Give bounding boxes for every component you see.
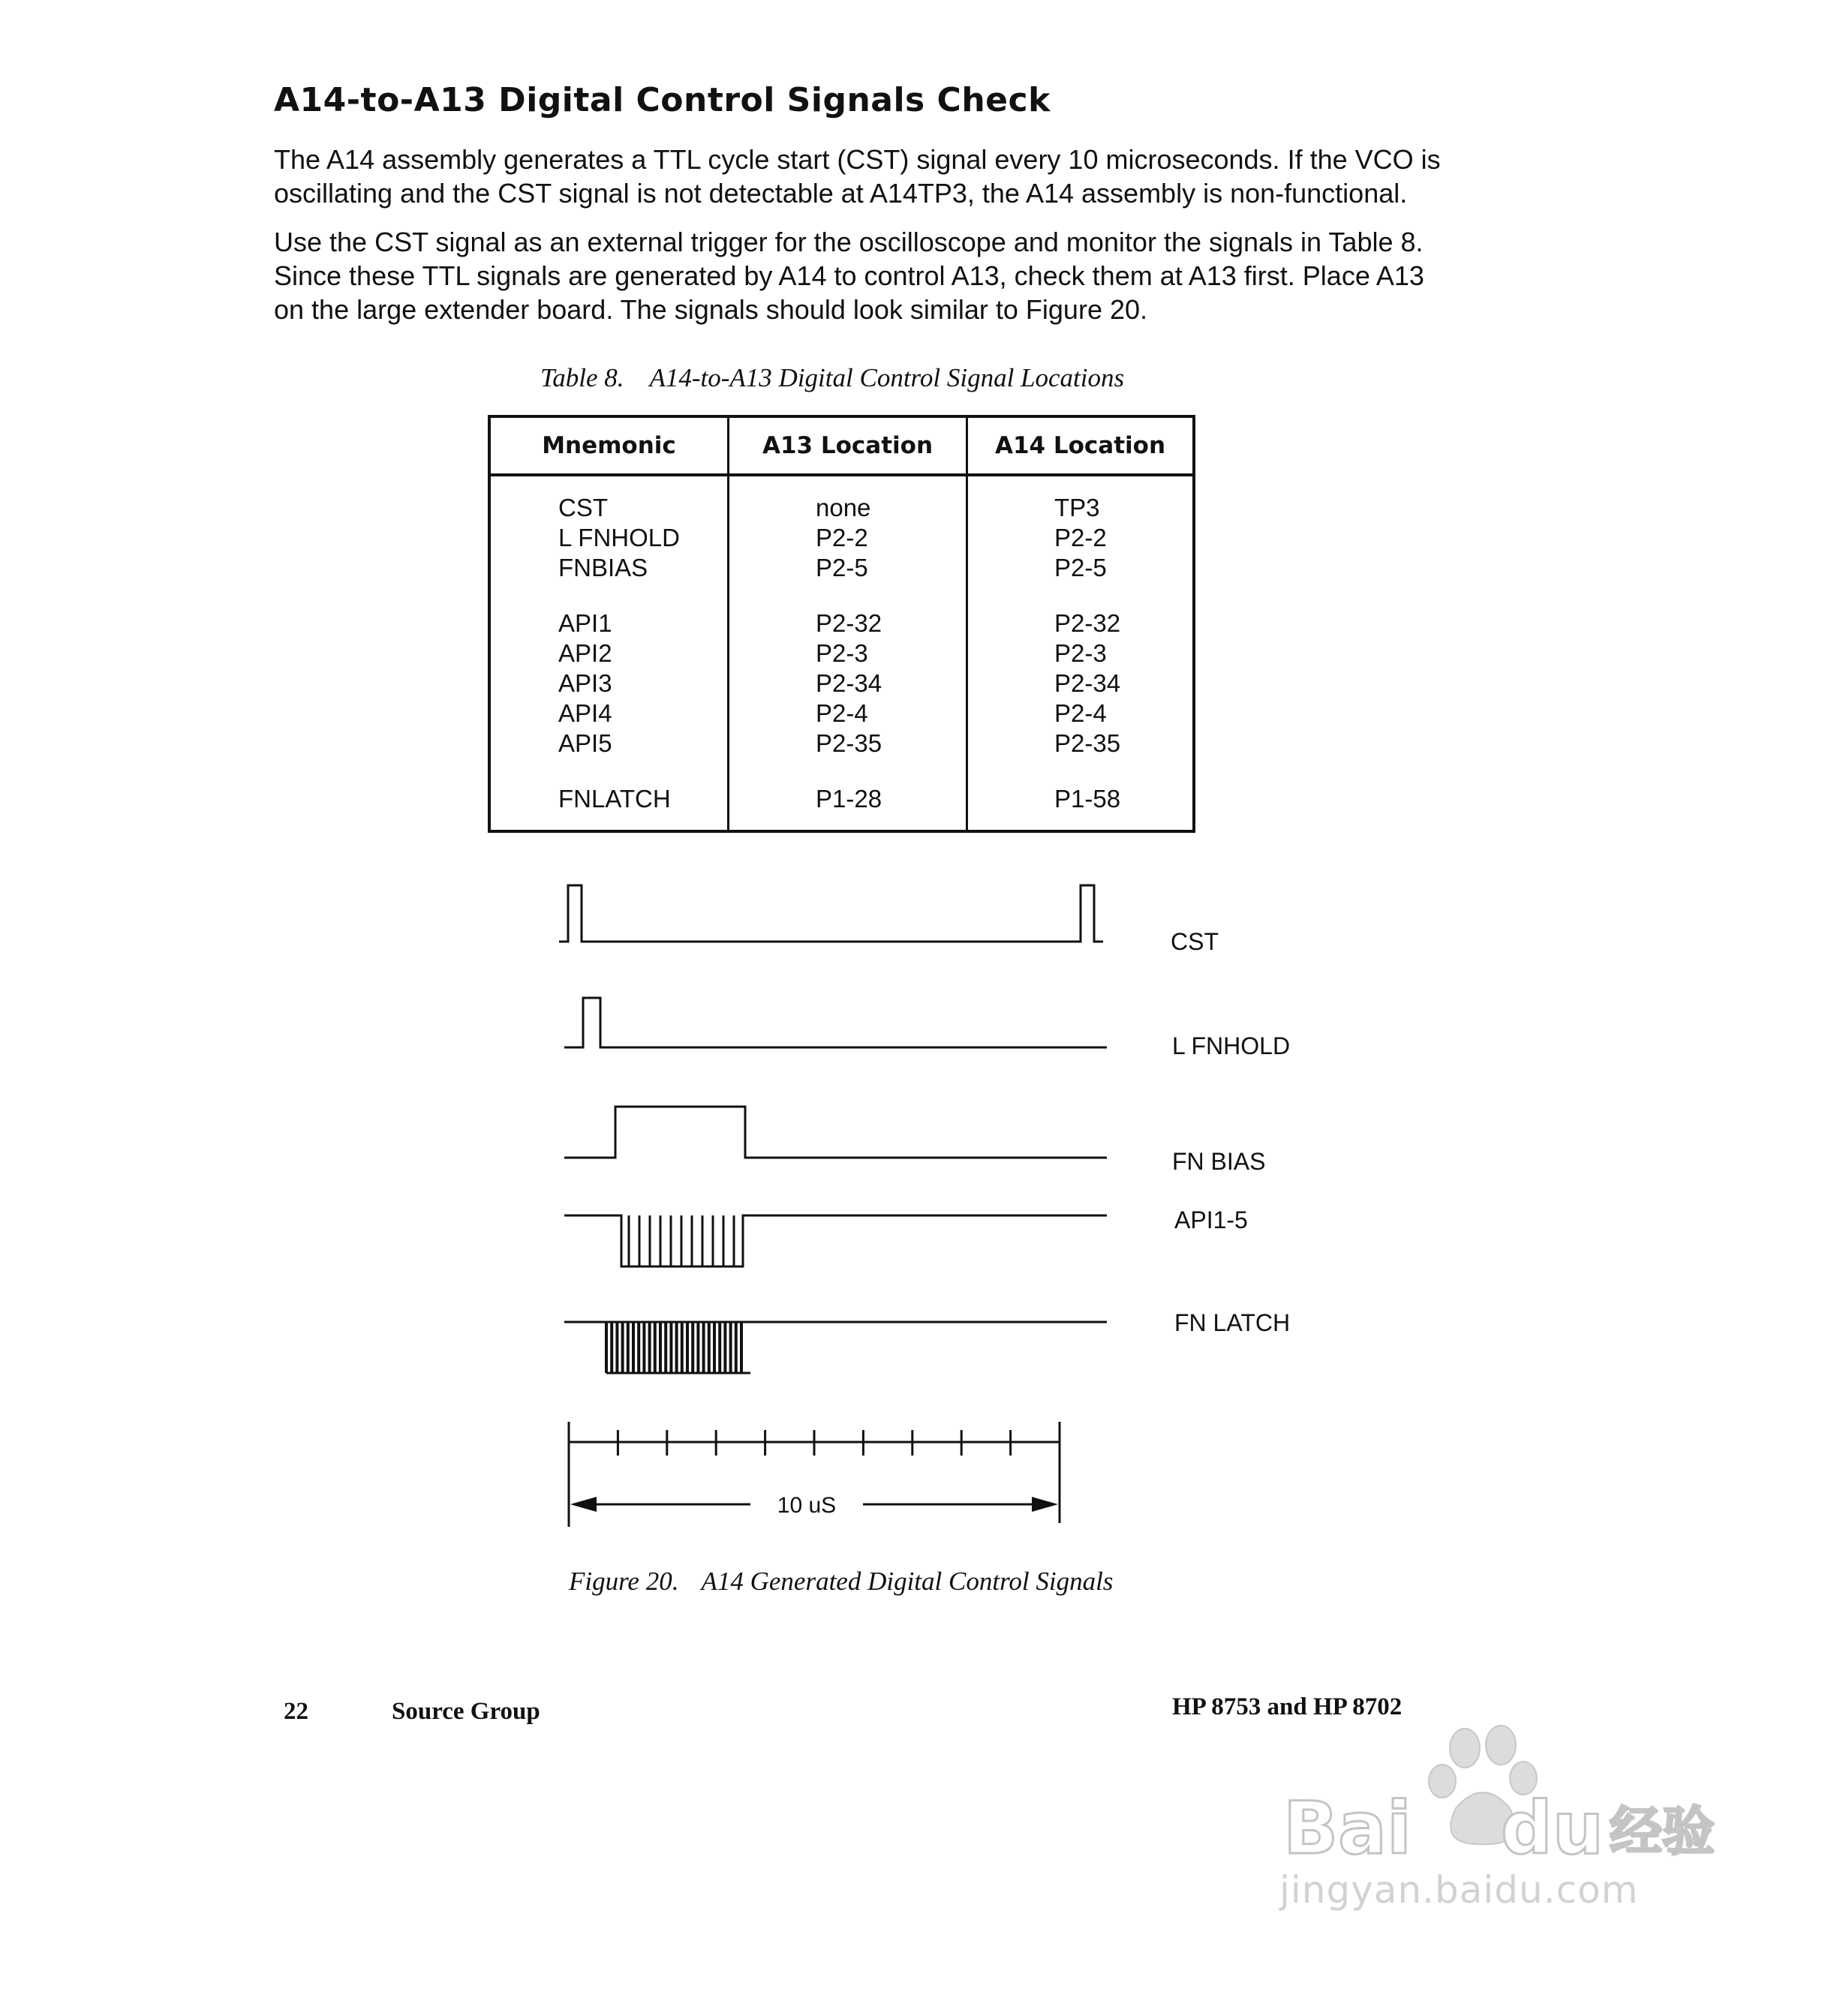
footer-page-number: 22: [284, 1698, 308, 1725]
table-cell-a14: P2-32: [1054, 609, 1121, 637]
table-body-row: [489, 475, 1194, 831]
table-cell-mnemonic: CST: [558, 494, 608, 521]
table-cell-a13: P2-5: [816, 554, 868, 581]
svg-text:经验: 经验: [1610, 1801, 1715, 1862]
table-group: [558, 493, 727, 583]
table-cell-a13: P2-4: [816, 699, 868, 727]
paragraph-2: Use the CST signal as an external trigger for the oscilloscope and monitor the signals in Table 8. Since these TTL signals are generated by A14 to control A13, check them at A13 first. Place A13 on the large extender board. The signals should look similar to Figure 20.: [274, 227, 1424, 325]
figure-caption-number: Figure 20.: [569, 1567, 679, 1596]
figure-caption-title: A14 Generated Digital Control Signals: [701, 1567, 1114, 1596]
header-a13-location: A13 Location: [729, 416, 967, 475]
signal-label-cst: CST: [1171, 928, 1219, 955]
scale-label: 10 uS: [777, 1493, 837, 1518]
table-cell-a14: P2-4: [1054, 699, 1107, 727]
table-cell-mnemonic: FNLATCH: [558, 785, 671, 813]
scale-arrow-right-head: [1032, 1497, 1058, 1512]
table-group: [1054, 493, 1192, 583]
table-cell-a13: P2-35: [816, 729, 882, 757]
table-group: [558, 608, 727, 759]
watermark-url: jingyan.baidu.com: [1279, 1868, 1639, 1912]
table-cell-mnemonic: API2: [558, 639, 612, 667]
table-cell-mnemonic: API4: [558, 699, 612, 727]
mnemonic-column: [489, 475, 729, 831]
svg-text:Bai: Bai: [1283, 1786, 1412, 1870]
table-cell-a13: P2-34: [816, 669, 882, 697]
baidu-watermark-logo: [1276, 1718, 1715, 1966]
header-mnemonic: Mnemonic: [489, 416, 729, 475]
footer-section: Source Group: [392, 1698, 540, 1725]
table-cell-a13: P2-32: [816, 609, 882, 637]
a14-column: [967, 475, 1195, 831]
table-cell-a13: P1-28: [816, 785, 882, 813]
signal-label-fnbias: FN BIAS: [1172, 1148, 1266, 1175]
scale-arrow-left-head: [570, 1497, 597, 1512]
table-cell-mnemonic: FNBIAS: [558, 554, 648, 581]
api-waveform: [564, 1215, 1107, 1266]
table-cell-a14: P2-34: [1054, 669, 1121, 697]
table-cell-mnemonic: API1: [558, 609, 612, 637]
section-heading: A14-to-A13 Digital Control Signals Check: [274, 81, 1051, 119]
table-cell-a13: P2-2: [816, 524, 868, 551]
table-cell-a14: P2-35: [1054, 729, 1121, 757]
table-cell-a14: P1-58: [1054, 785, 1121, 813]
table-header-row: [489, 416, 1194, 475]
table-group: [816, 493, 966, 583]
api-pulse-train: [629, 1215, 734, 1266]
table-cell-mnemonic: API5: [558, 729, 612, 757]
table-group: [816, 608, 966, 759]
table-caption-title: A14-to-A13 Digital Control Signal Locations: [649, 363, 1125, 392]
table-group: [816, 784, 966, 814]
header-a14-location: A14 Location: [967, 416, 1195, 475]
table-group: [1054, 608, 1192, 759]
signal-label-lfnhold: L FNHOLD: [1172, 1032, 1291, 1059]
table-cell-a13: P2-3: [816, 639, 868, 667]
signal-label-api: API1-5: [1174, 1206, 1248, 1233]
table-group: [558, 784, 727, 814]
a13-column: [729, 475, 967, 831]
lfnhold-waveform: [564, 998, 1107, 1047]
scale-ticks: [618, 1430, 1010, 1456]
table-caption: [540, 363, 1124, 393]
signal-label-fnlatch: FN LATCH: [1174, 1309, 1291, 1336]
table-cell-a14: P2-5: [1054, 554, 1107, 581]
table-cell-a14: P2-3: [1054, 639, 1107, 667]
svg-text:du: du: [1501, 1786, 1604, 1870]
signal-locations-table: [488, 415, 1195, 833]
table-caption-number: Table 8.: [540, 363, 624, 392]
table-cell-a13: none: [816, 494, 871, 521]
figure-caption: [569, 1567, 1113, 1597]
table-cell-a14: P2-2: [1054, 524, 1107, 551]
paragraph-1: The A14 assembly generates a TTL cycle start (CST) signal every 10 microseconds. If the VCO is oscillating and the CST signal is not detectable at A14TP3, the A14 assembly is non-functional.: [274, 144, 1441, 209]
fnlatch-pulse-train: [606, 1322, 750, 1373]
table-cell-mnemonic: L FNHOLD: [558, 524, 680, 551]
cst-waveform: [559, 885, 1103, 942]
fnbias-waveform: [564, 1107, 1107, 1158]
table-cell-a14: TP3: [1054, 494, 1100, 521]
table-group: [1054, 784, 1192, 814]
footer-product: HP 8753 and HP 8702: [1172, 1693, 1403, 1720]
table-cell-mnemonic: API3: [558, 669, 612, 697]
